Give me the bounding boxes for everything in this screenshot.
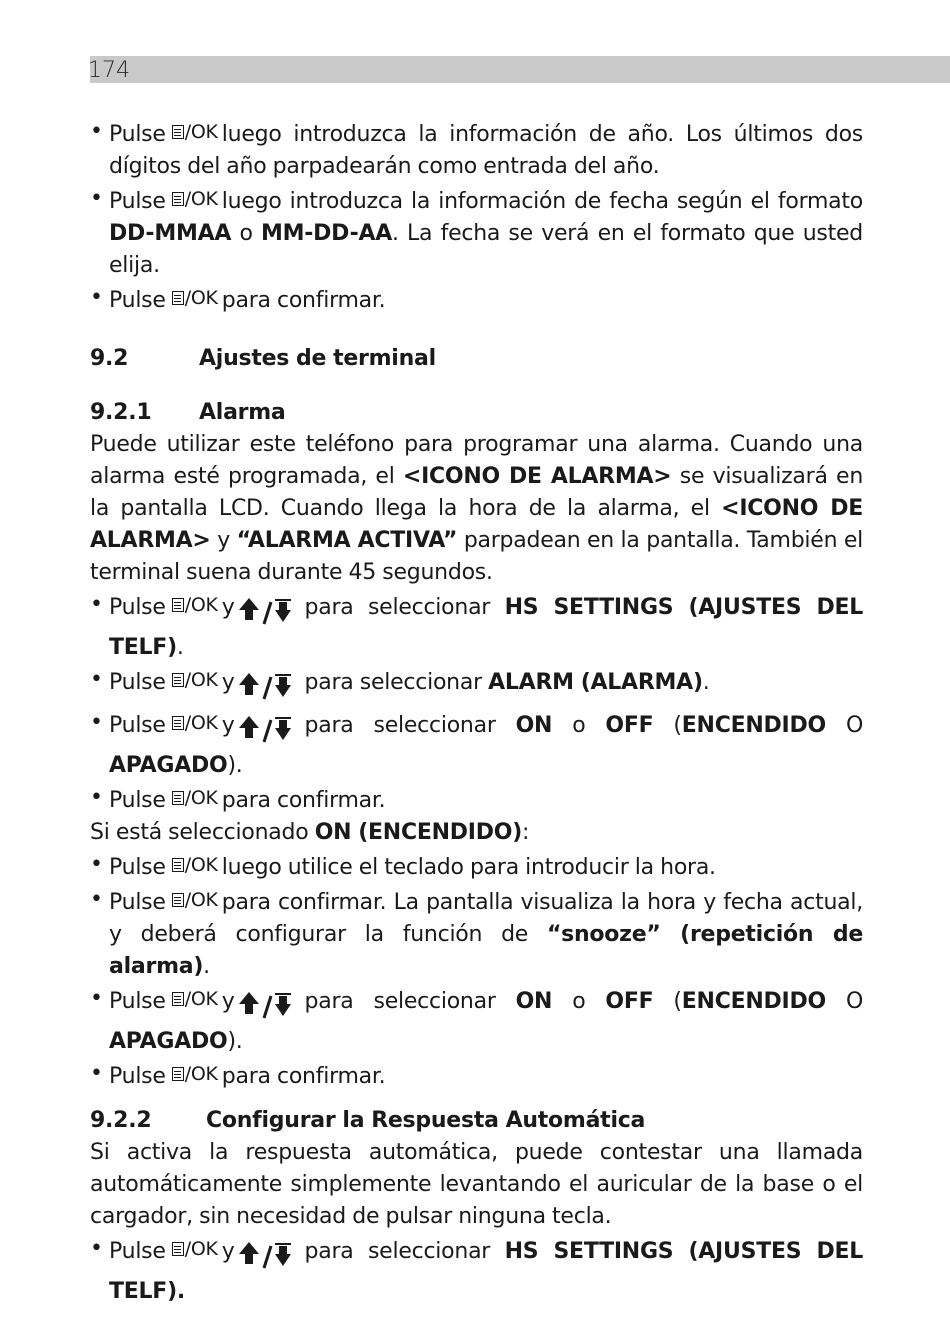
up-down-arrows-icon: [237, 712, 299, 750]
up-down-arrows-icon: [237, 1238, 299, 1276]
menu-ok-key: /OK: [172, 983, 218, 1015]
menu-ok-key: /OK: [172, 589, 218, 621]
bullet-hs-settings: • Pulse /OK y para seleccionar HS SETTINGS (AJUSTES DEL TELF).: [90, 589, 863, 664]
page-content: [90, 116, 863, 1308]
up-down-arrows-icon: [237, 594, 299, 632]
bullet-confirm: • Pulse /OK para confirmar.: [90, 282, 863, 317]
menu-ok-key: /OK: [172, 664, 218, 696]
format-mmddaa: MM-DD-AA: [260, 221, 392, 246]
menu-list-icon: [172, 673, 184, 687]
menu-ok-key: /OK: [172, 884, 218, 916]
menu-list-icon: [172, 893, 184, 907]
menu-list-icon: [172, 1242, 184, 1256]
menu-ok-key: /OK: [172, 183, 218, 215]
page-number: 174: [88, 58, 130, 83]
bullet-on-off-2: • Pulse /OK y para seleccionar ON o OFF (ENCENDIDO O APAGADO).: [90, 983, 863, 1058]
header-bar: [90, 56, 950, 83]
menu-list-icon: [172, 125, 184, 139]
menu-ok-key: /OK: [172, 1058, 218, 1090]
menu-ok-key: /OK: [172, 282, 218, 314]
bullet-date: • Pulse /OK luego introduzca la información de fecha según el formato DD-MMAA o MM-DD-AA. La fecha se verá en el formato que usted elija.: [90, 183, 863, 282]
auto-answer-intro: Si activa la respuesta automática, puede contestar una llamada automáticamente simplemente levantando el auricular de la base o el cargador, sin necesidad de pulsar ninguna tecla.: [90, 1140, 863, 1229]
menu-list-icon: [172, 598, 184, 612]
bullet-hs-settings-2: • Pulse /OK y para seleccionar HS SETTINGS (AJUSTES DEL TELF).: [90, 1233, 863, 1308]
alarm-intro: Puede utilizar este teléfono para programar una alarma. Cuando una alarma esté programada, el <ICONO DE ALARMA> se visualizará en la pantalla LCD. Cuando llega la hora de la alarma, el <ICONO DE ALARMA> y “ALARMA ACTIVA” parpadean en la pantalla. También el terminal suena durante 45 segundos.: [90, 432, 864, 585]
if-on-selected: Si está seleccionado ON (ENCENDIDO):: [90, 820, 530, 845]
bullet-alarm: • Pulse /OK y para seleccionar ALARM (ALARMA).: [90, 664, 863, 707]
menu-list-icon: [172, 791, 184, 805]
bullet-year: • Pulse /OK luego introduzca la información de año. Los últimos dos dígitos del año parpadearán como entrada del año.: [90, 116, 863, 183]
menu-list-icon: [172, 291, 184, 305]
format-ddmmaa: DD-MMAA: [109, 221, 232, 246]
menu-list-icon: [172, 716, 184, 730]
up-down-arrows-icon: [237, 988, 299, 1026]
bullet-confirm-3: • Pulse /OK para confirmar.: [90, 1058, 863, 1093]
menu-ok-key: /OK: [172, 849, 218, 881]
section-heading-9-2-1: 9.2.1 Alarma: [90, 400, 286, 425]
menu-ok-key: /OK: [172, 116, 218, 148]
bullet-on-off: • Pulse /OK y para seleccionar ON o OFF (ENCENDIDO O APAGADO).: [90, 707, 863, 782]
menu-ok-key: /OK: [172, 782, 218, 814]
up-down-arrows-icon: [237, 669, 299, 707]
section-heading-9-2-2: 9.2.2 Configurar la Respuesta Automática: [90, 1108, 646, 1133]
section-heading-9-2: 9.2 Ajustes de terminal: [90, 346, 436, 371]
menu-list-icon: [172, 1067, 184, 1081]
bullet-keypad-time: • Pulse /OK luego utilice el teclado para introducir la hora.: [90, 849, 863, 884]
menu-list-icon: [172, 992, 184, 1006]
menu-ok-key: /OK: [172, 1233, 218, 1265]
bullet-snooze: • Pulse /OK para confirmar. La pantalla visualiza la hora y fecha actual, y deberá configurar la función de “snooze” (repetición de alarma).: [90, 884, 863, 983]
menu-list-icon: [172, 192, 184, 206]
bullet-confirm-2: • Pulse /OK para confirmar.: [90, 782, 863, 817]
menu-ok-key: /OK: [172, 707, 218, 739]
menu-list-icon: [172, 858, 184, 872]
